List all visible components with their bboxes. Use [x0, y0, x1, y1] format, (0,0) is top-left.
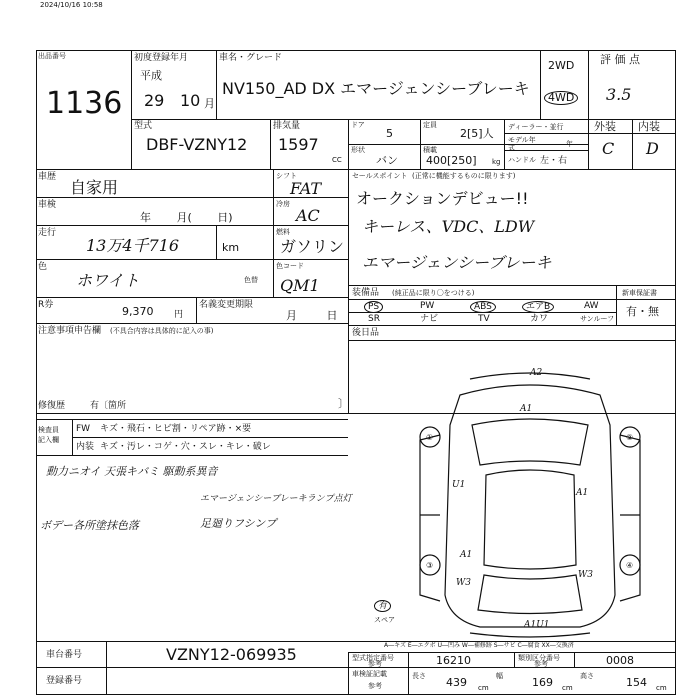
new-warranty-label: 新車保証書 — [622, 289, 657, 297]
inspection-label: 車検 — [38, 200, 57, 210]
mileage-label: 走行 — [38, 228, 57, 238]
reg-month: 10 — [180, 91, 201, 110]
color: ホワイト — [76, 271, 140, 290]
equip-sunroof: サンルーフ — [580, 315, 615, 323]
model-name: NV150_AD DX エマージェンシーブレーキ — [222, 79, 530, 98]
inspector-row1-head: FW — [76, 424, 91, 434]
sales-line-3: エマージェンシーブレーキ — [362, 253, 552, 272]
width-label: 幅 — [496, 672, 503, 680]
shift-label: シフト — [276, 172, 297, 180]
load: 400[250] — [426, 154, 477, 167]
inspector-note-1: 動力ニオイ 天張キバミ 駆動系異音 — [46, 465, 218, 478]
tax-label: 名義変更期限 — [199, 300, 254, 310]
body-type: バン — [376, 154, 398, 167]
fuel-label: 燃料 — [276, 228, 290, 236]
inspector-label: 検査員 — [38, 426, 59, 434]
model-year-label: モデル年式 — [508, 136, 536, 152]
size-label: 車検証記載 — [352, 670, 387, 678]
equip-sr: SR — [368, 314, 380, 324]
rear-label: 後日品 — [352, 328, 380, 338]
inspector-note-2: エマージェンシーブレーキランプ点灯 — [200, 494, 352, 504]
equipment-label: 装備品 — [352, 288, 380, 298]
body-label: 形状 — [351, 146, 365, 154]
size-ref: 参考 — [368, 682, 382, 690]
equip-aw: AW — [584, 301, 599, 311]
type-code: DBF-VZNY12 — [146, 135, 248, 154]
equip-abs: ABS — [470, 301, 496, 313]
yen-unit: 円 — [174, 310, 184, 320]
handle: 左・右 — [540, 156, 568, 166]
capacity-label: 定員 — [423, 121, 437, 129]
spare-value: 有 — [374, 600, 391, 612]
spare-label: スペア — [374, 616, 395, 624]
doors-label: ドア — [351, 121, 365, 129]
fuel: ガソリン — [280, 237, 345, 256]
doors: 5 — [386, 127, 393, 140]
type-label: 型式 — [134, 121, 153, 131]
usage: 自家用 — [70, 178, 119, 197]
model-spec-ref: 参考 — [368, 660, 382, 668]
repair-label: 修復歴 — [38, 401, 66, 411]
recycle-fee: 9,370 — [122, 305, 154, 318]
width: 169 — [532, 676, 553, 689]
mark-hood: A1 — [520, 404, 533, 414]
dealer-label: ディーラー・並行 — [508, 123, 564, 131]
svg-text:②: ② — [626, 433, 634, 442]
sales-note: (正常に機能するものに限ります) — [412, 172, 516, 180]
repair-close: 〕 — [338, 397, 349, 410]
length-unit: cm — [478, 684, 489, 692]
length-label: 長さ — [412, 672, 426, 680]
ac: AC — [296, 206, 320, 225]
lot-number: 1136 — [46, 86, 123, 121]
capacity: 2[5]人 — [460, 127, 494, 140]
chassis-number: VZNY12-069935 — [166, 645, 297, 664]
exterior-label: 外装 — [594, 120, 616, 133]
equip-navi: ナビ — [420, 314, 439, 324]
cc-unit: CC — [332, 156, 342, 164]
lot-label: 出品番号 — [38, 52, 66, 60]
inspector-row1: キズ・飛石・ヒビ割・リペア跡・×要 — [100, 424, 252, 434]
inspector-note-4: 足廻りフシンプ — [200, 517, 277, 530]
color-label: 色 — [38, 262, 48, 272]
sales-label: セールスポイント — [352, 172, 408, 180]
class-ref: 参考 — [534, 660, 548, 668]
model-year-unit: 年 — [566, 140, 573, 148]
inspection-value: 年 月( 日) — [140, 211, 233, 224]
height-label: 高さ — [580, 672, 594, 680]
ac-label: 冷房 — [276, 200, 290, 208]
damage-legend: A―キズ E―エクボ U―凹み W―補修跡 S―サビ C―腐食 XX―交換済 — [384, 642, 574, 649]
color-code: QM1 — [280, 276, 320, 295]
timestamp: 2024/10/16 10:58 — [40, 1, 103, 9]
svg-text:④: ④ — [626, 561, 634, 570]
length: 439 — [446, 676, 467, 689]
km-unit: km — [222, 241, 240, 254]
equip-pw: PW — [420, 301, 435, 311]
mark-front-bumper: A2 — [530, 368, 543, 378]
displacement: 1597 — [278, 135, 319, 154]
model-label: 車名・グレード — [219, 53, 283, 63]
mark-left-door: U1 — [452, 480, 466, 490]
month-unit: 月 — [204, 97, 215, 110]
mark-right-quarter: W3 — [578, 570, 593, 580]
handle-label: ハンドル — [508, 156, 536, 164]
interior-label: 内装 — [638, 120, 660, 133]
class-label: 類別区分番号 — [518, 654, 560, 662]
model-spec-label: 型式指定番号 — [352, 654, 394, 662]
usage-label: 車歴 — [38, 172, 57, 182]
drive-2wd: 2WD — [548, 59, 575, 72]
shift: FAT — [290, 179, 322, 198]
mileage: 13万4千716 — [86, 236, 180, 255]
mark-left-quarter: W3 — [456, 578, 471, 588]
drive-4wd: 4WD — [544, 91, 578, 105]
equip-tv: TV — [478, 314, 490, 324]
sales-line-1: オークションデビュー!! — [356, 189, 529, 208]
era: 平成 — [140, 69, 162, 82]
reg-year: 29 — [144, 91, 165, 110]
inspector-row2-head: 内装 — [76, 442, 95, 452]
exterior-grade: C — [602, 139, 615, 158]
first-reg-label: 初度登録年月 — [134, 53, 189, 63]
kg-unit: kg — [492, 158, 501, 166]
width-unit: cm — [562, 684, 573, 692]
svg-text:③: ③ — [426, 561, 434, 570]
inspector-row2: キズ・汚レ・コゲ・穴・スレ・キレ・破レ — [100, 442, 271, 452]
notes-sub: (不具合内容は具体的に記入の事) — [110, 327, 214, 335]
registration-label: 登録番号 — [46, 676, 83, 686]
inspector-label-2: 記入欄 — [38, 436, 59, 444]
interior-grade: D — [646, 139, 659, 158]
tax-value: 月 日 — [286, 309, 338, 322]
score-label: 評 価 点 — [600, 53, 640, 66]
displacement-label: 排気量 — [273, 121, 301, 131]
svg-text:①: ① — [426, 433, 434, 442]
chassis-label: 車台番号 — [46, 650, 83, 660]
equip-ps: PS — [364, 301, 383, 313]
model-spec: 16210 — [436, 654, 471, 667]
equip-leather: カワ — [530, 314, 549, 324]
notes-label: 注意事項申告欄 — [38, 326, 102, 336]
inspector-note-3: ボデー各所塗抹色落 — [40, 519, 139, 532]
class-number: 0008 — [606, 654, 634, 667]
color-no-label: 色替 — [244, 276, 258, 284]
mark-rear-bumper: A1U1 — [524, 620, 550, 630]
height-unit: cm — [656, 684, 667, 692]
new-warranty-value: 有・無 — [626, 305, 659, 318]
color-code-label: 色コード — [276, 262, 304, 270]
mark-left-rear: A1 — [460, 550, 473, 560]
score-value: 3.5 — [606, 85, 632, 104]
equipment-note: (純正品に限り〇をつける) — [392, 289, 475, 297]
mark-right-door: A1 — [576, 488, 589, 498]
repair-value: 有〔箇所 — [90, 401, 127, 411]
recycle-label: R券 — [38, 300, 54, 310]
sales-line-2: キーレス、VDC、LDW — [362, 217, 535, 236]
height: 154 — [626, 676, 647, 689]
load-label: 積載 — [423, 146, 437, 154]
equip-airbag: エアB — [522, 301, 554, 313]
